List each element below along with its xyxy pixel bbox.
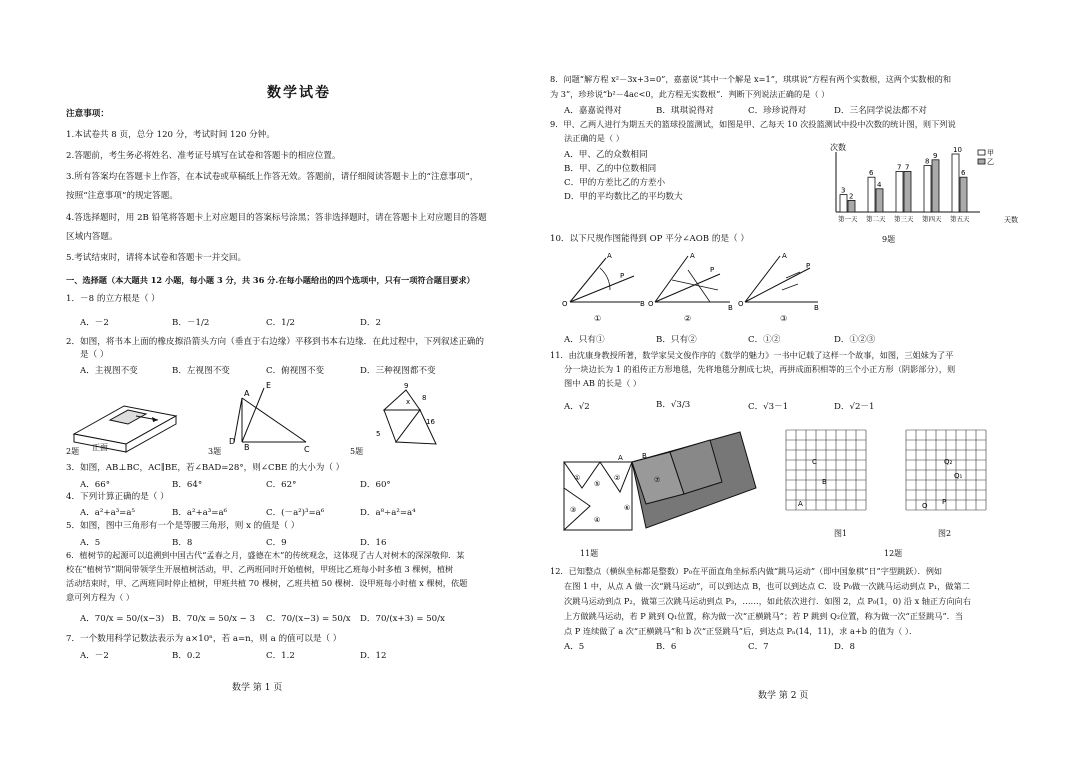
construction-figure-1 bbox=[562, 252, 645, 308]
q9-option-a[interactable]: A．甲、乙的众数相同 bbox=[564, 150, 648, 160]
svg-text:O: O bbox=[648, 300, 654, 308]
construction-figure-2 bbox=[648, 252, 733, 312]
bar-乙-第二天 bbox=[876, 189, 883, 212]
question-4: 4．下列计算正确的是（ ） bbox=[66, 492, 169, 502]
fig-mark-3: ③ bbox=[780, 314, 788, 323]
svg-text:A: A bbox=[618, 454, 623, 462]
q7-option-d[interactable]: D．12 bbox=[360, 651, 387, 661]
question-2-cont: 是（ ） bbox=[80, 350, 109, 360]
q9-option-b[interactable]: B．甲、乙的中位数相同 bbox=[564, 164, 657, 174]
q3-option-c[interactable]: C．62° bbox=[266, 480, 297, 490]
svg-text:P: P bbox=[710, 266, 715, 274]
svg-text:P: P bbox=[806, 262, 811, 270]
question-9: 9．甲、乙两人进行为期五天的篮球投篮测试，如图是甲、乙每天 10 次投篮测试中投中次数的统计图，则下列说 bbox=[550, 119, 956, 129]
svg-text:D: D bbox=[229, 437, 236, 446]
note-line: 区域内答题。 bbox=[66, 232, 118, 242]
fig-caption-q12: 12题 bbox=[884, 549, 903, 558]
question-8: 8．问题“解方程 x²－3x+3=0”，嘉嘉说“其中一个解是 x=1”，琪琪说“方程有两个实数根，这两个实数根的和 bbox=[550, 74, 952, 84]
bar-value-label: 6 bbox=[961, 169, 966, 178]
q7-option-b[interactable]: B．0.2 bbox=[172, 651, 201, 661]
question-2: 2．如图，将书本上面的橡皮擦沿箭头方向（垂直于右边缘）平移到书本右边缘．在此过程中，下列叙述正确的 bbox=[66, 337, 484, 347]
q6-option-c[interactable]: C．70/(x−3) = 50/x bbox=[266, 614, 351, 624]
figures-q2-q3-q5 bbox=[66, 378, 506, 458]
q12-grid-figures bbox=[776, 424, 1016, 524]
svg-text:B: B bbox=[642, 452, 647, 460]
bar-甲-第四天 bbox=[924, 166, 931, 212]
q4-option-a[interactable]: A．a²+a³=a⁵ bbox=[80, 508, 135, 518]
svg-text:①: ① bbox=[574, 474, 581, 482]
q1-option-a[interactable]: A．－2 bbox=[80, 318, 109, 328]
q5-option-d[interactable]: D．16 bbox=[360, 538, 387, 548]
q7-option-a[interactable]: A．－2 bbox=[80, 651, 109, 661]
q10-option-a[interactable]: A．只有① bbox=[564, 335, 605, 345]
svg-text:C: C bbox=[812, 458, 817, 466]
question-9-line: 法正确的是（ ） bbox=[564, 133, 624, 143]
svg-text:A: A bbox=[690, 252, 695, 260]
grid-figure-1 bbox=[786, 430, 866, 510]
bar-乙-第三天 bbox=[904, 171, 911, 212]
svg-text:O: O bbox=[562, 300, 568, 308]
question-11-line: 分一块边长为 1 的祖传正方形地毯，先将地毯分割成七块，再拼成面积相等的三个小正方形（阴影部分），则 bbox=[564, 364, 956, 374]
q12-option-c[interactable]: C．7 bbox=[748, 642, 769, 652]
svg-text:O: O bbox=[738, 300, 744, 308]
q5-option-a[interactable]: A．5 bbox=[80, 538, 101, 548]
q1-option-d[interactable]: D．2 bbox=[360, 318, 381, 328]
q10-option-d[interactable]: D．①②③ bbox=[834, 335, 876, 345]
construction-figure-3 bbox=[738, 252, 819, 312]
q3-option-d[interactable]: D．60° bbox=[360, 480, 391, 490]
q3-option-a[interactable]: A．66° bbox=[80, 480, 111, 490]
triangles-figure-q5 bbox=[376, 382, 436, 444]
note-line: 2.答题前，考生务必将姓名、准考证号填写在试卷和答题卡的相应位置。 bbox=[66, 151, 341, 161]
note-line: 3.所有答案均在答题卡上作答，在本试卷或草稿纸上作答无效。答题前，请仔细阅读答题卡上的“注意事项”， bbox=[66, 172, 479, 182]
q11-option-c[interactable]: C．√3－1 bbox=[748, 402, 789, 412]
bar-甲-第三天 bbox=[896, 171, 903, 212]
question-5: 5．如图，图中三角形有一个是等腰三角形，则 x 的值是（ ） bbox=[66, 521, 300, 531]
fig-mark-2: ② bbox=[684, 314, 692, 323]
svg-text:⑦: ⑦ bbox=[654, 476, 661, 484]
q4-option-c[interactable]: C．(－a²)³=a⁶ bbox=[266, 508, 325, 518]
fig-mark-1: ① bbox=[594, 314, 602, 323]
exam-page-2 bbox=[540, 0, 1080, 764]
section-heading: 一、选择题（本大题共 12 小题，每小题 3 分，共 36 分.在每小题给出的四个选项中，只有一项符合题目要求） bbox=[66, 275, 475, 285]
fig-caption-q11: 11题 bbox=[580, 549, 599, 558]
chart-legend bbox=[978, 149, 994, 166]
q9-bar-chart bbox=[828, 140, 1030, 230]
q3-option-b[interactable]: B．64° bbox=[172, 480, 203, 490]
q1-option-c[interactable]: C．1/2 bbox=[266, 318, 295, 328]
question-6: 6．植树节的起源可以追溯到中国古代“孟春之月，盛德在木”的传统观念，这体现了古人对树木的深深敬仰．某 bbox=[66, 550, 465, 560]
page-footer: 数学 第 1 页 bbox=[232, 683, 283, 693]
q6-option-a[interactable]: A．70/x = 50/(x−3) bbox=[80, 614, 165, 624]
question-6-line: 活动结束时，甲、乙两班同时停止植树，甲班共植 70 棵树，乙班共植 50 棵树．设甲班每小时植 x 棵树，依题 bbox=[66, 578, 468, 588]
svg-text:⑤: ⑤ bbox=[594, 480, 601, 488]
note-line: 1.本试卷共 8 页，总分 120 分，考试时间 120 分钟。 bbox=[66, 130, 275, 140]
svg-text:9: 9 bbox=[404, 382, 409, 390]
svg-text:B: B bbox=[244, 443, 250, 452]
svg-text:16: 16 bbox=[426, 418, 435, 426]
question-7: 7．一个数用科学记数法表示为 a×10ⁿ，若 a=n，则 a 的值可以是（ ） bbox=[66, 634, 342, 644]
fig-caption-q9: 9题 bbox=[882, 235, 896, 244]
svg-text:②: ② bbox=[614, 474, 621, 482]
bar-甲-第二天 bbox=[868, 177, 875, 212]
angle-figure-q3 bbox=[229, 381, 310, 454]
bar-value-label: 7 bbox=[905, 163, 910, 172]
svg-text:5: 5 bbox=[376, 430, 381, 438]
svg-text:8: 8 bbox=[422, 394, 427, 402]
q6-option-d[interactable]: D．70/(x+3) = 50/x bbox=[360, 614, 445, 624]
note-line: 5.考试结束时，请将本试卷和答题卡一并交回。 bbox=[66, 253, 247, 263]
fig-label-2: 图2 bbox=[938, 529, 952, 538]
bar-value-label: 4 bbox=[877, 180, 882, 189]
question-6-line: 校在“植树节”期间带领学生开展植树活动，甲、乙两班同时开始植树，甲班比乙班每小时多植 3 棵树，植树 bbox=[66, 564, 454, 574]
note-line: 按照“注意事项”的规定答题。 bbox=[66, 191, 178, 201]
svg-text:Q₁: Q₁ bbox=[954, 472, 963, 480]
question-6-line: 意可列方程为（ ） bbox=[66, 592, 135, 602]
question-12-line: 上方做跳马运动，若 P 跳到 Q₁位置，称为做一次“正横跳马”；若 P 跳到 Q₂位置，称为做一次“正竖跳马”．当 bbox=[564, 611, 964, 621]
q4-option-d[interactable]: D．a⁸÷a²=a⁴ bbox=[360, 508, 416, 518]
q6-option-b[interactable]: B．70/x = 50/x − 3 bbox=[172, 614, 256, 624]
q8-option-c[interactable]: C．珍珍说得对 bbox=[748, 106, 807, 116]
bar-甲-第五天 bbox=[952, 154, 959, 212]
svg-text:O: O bbox=[922, 502, 928, 510]
svg-text:x: x bbox=[406, 398, 411, 406]
bar-value-label: 6 bbox=[869, 169, 874, 178]
svg-text:B: B bbox=[814, 304, 819, 312]
note-line: 4.答选择题时，用 2B 铅笔将答题卡上对应题目的答案标号涂黑；答非选择题时，请在答题卡上对应题目的答题 bbox=[66, 213, 487, 223]
fig-front-label: 正面 bbox=[92, 443, 108, 452]
q11-carpet-figure bbox=[560, 428, 760, 548]
category-tick-label: 第三天 bbox=[894, 215, 914, 223]
q5-option-c[interactable]: C．9 bbox=[266, 538, 287, 548]
bar-乙-第五天 bbox=[960, 177, 967, 212]
q5-option-b[interactable]: B．8 bbox=[172, 538, 193, 548]
svg-text:C: C bbox=[304, 445, 310, 454]
category-tick-label: 第四天 bbox=[922, 215, 942, 223]
svg-text:A: A bbox=[607, 252, 612, 260]
q2-option-d[interactable]: D．三种视图都不变 bbox=[360, 366, 436, 376]
question-1: 1．－8 的立方根是（ ） bbox=[66, 294, 160, 304]
svg-text:⑥: ⑥ bbox=[624, 504, 631, 512]
svg-text:B: B bbox=[640, 300, 645, 308]
q12-option-b[interactable]: B．6 bbox=[656, 642, 677, 652]
bar-value-label: 10 bbox=[953, 146, 962, 154]
q2-option-b[interactable]: B．左视图不变 bbox=[172, 366, 230, 376]
bar-乙-第一天 bbox=[848, 200, 855, 212]
q8-option-b[interactable]: B．琪琪说得对 bbox=[656, 106, 714, 116]
svg-text:④: ④ bbox=[594, 516, 601, 524]
question-12-line: 点 P 连续做了 a 次“正横跳马”和 b 次“正竖跳马”后，到达点 Pₙ(14，11)，求 a+b 的值为（ ）． bbox=[564, 626, 918, 636]
fig-caption-q2: 2题 bbox=[66, 447, 80, 456]
q10-option-c[interactable]: C．①② bbox=[748, 335, 781, 345]
svg-text:③: ③ bbox=[570, 506, 577, 514]
q11-option-a[interactable]: A．√2 bbox=[564, 402, 590, 412]
page-footer: 数学 第 2 页 bbox=[758, 691, 809, 701]
q12-option-a[interactable]: A．5 bbox=[564, 642, 585, 652]
q2-option-a[interactable]: A．主视图不变 bbox=[80, 366, 138, 376]
question-12-line: 次跳马运动到点 P₂，做第三次跳马运动到点 P₃，……，如此依次进行．如图 2，点 P₀(1，0) 沿 x 轴正方向向右 bbox=[564, 596, 971, 606]
question-11: 11．由沈康身教授所著，数学家吴文俊作序的《数学的魅力》一书中记载了这样一个故事，如图，三姐妹为了平 bbox=[550, 350, 954, 360]
fig-caption-q5: 5题 bbox=[350, 447, 364, 456]
fig-caption-q3: 3题 bbox=[208, 447, 222, 456]
q12-option-d[interactable]: D．8 bbox=[834, 642, 855, 652]
bar-value-label: 2 bbox=[849, 192, 854, 201]
chart-xlabel: 天数 bbox=[1004, 216, 1018, 224]
book-eraser-figure bbox=[74, 406, 176, 452]
category-tick-label: 第一天 bbox=[838, 215, 858, 223]
question-3: 3．如图，AB⊥BC，AC∥BE，若∠BAD=28°，则∠CBE 的大小为（ ） bbox=[66, 463, 345, 473]
bar-value-label: 7 bbox=[897, 163, 902, 172]
fig-label-1: 图1 bbox=[834, 529, 848, 538]
q2-option-c[interactable]: C．俯视图不变 bbox=[266, 366, 325, 376]
q1-option-b[interactable]: B．－1/2 bbox=[172, 318, 210, 328]
svg-text:E: E bbox=[266, 381, 272, 390]
q7-option-c[interactable]: C．1.2 bbox=[266, 651, 295, 661]
bar-value-label: 3 bbox=[841, 186, 846, 195]
svg-text:B: B bbox=[822, 478, 827, 486]
question-10: 10．以下尺规作图能得到 OP 平分∠AOB 的是（ ） bbox=[550, 234, 749, 244]
legend-label: 甲 bbox=[987, 149, 994, 157]
q11-option-d[interactable]: D．√2－1 bbox=[834, 402, 875, 412]
question-11-line: 图中 AB 的长是（ ） bbox=[564, 378, 642, 388]
bar-value-label: 8 bbox=[925, 157, 930, 166]
question-12-line: 在图 1 中，从点 A 做一次“跳马运动”，可以到达点 B，也可以到达点 C．设 P₀做一次跳马运动到点 P₁，做第二 bbox=[564, 581, 970, 591]
q8-option-d[interactable]: D．三名同学说法都不对 bbox=[834, 106, 927, 116]
svg-text:Q₂: Q₂ bbox=[944, 458, 953, 466]
question-12: 12．已知整点（横纵坐标都是整数）P₀在平面直角坐标系内做“跳马运动”（即中国象棋“日”字型跳跃）．例如 bbox=[550, 566, 943, 576]
svg-text:A: A bbox=[798, 500, 803, 508]
category-tick-label: 第二天 bbox=[866, 215, 886, 223]
q8-option-a[interactable]: A．嘉嘉说得对 bbox=[564, 106, 622, 116]
svg-text:A: A bbox=[782, 252, 787, 260]
q4-option-b[interactable]: B．a²+a³=a⁶ bbox=[172, 508, 228, 518]
legend-label: 乙 bbox=[987, 158, 994, 166]
q11-option-b[interactable]: B．√3/3 bbox=[656, 400, 691, 410]
q9-option-d[interactable]: D．甲的平均数比乙的平均数大 bbox=[564, 192, 683, 202]
bar-value-label: 9 bbox=[933, 151, 938, 160]
svg-text:B: B bbox=[728, 304, 733, 312]
q9-option-c[interactable]: C．甲的方差比乙的方差小 bbox=[564, 178, 666, 188]
svg-text:P: P bbox=[620, 272, 625, 280]
question-8-line: 为 3”，珍珍说“b²－4ac<0，此方程无实数根”．判断下列说法正确的是（ ） bbox=[550, 89, 830, 99]
page-title: 数学试卷 bbox=[267, 85, 331, 101]
q10-option-b[interactable]: B．只有② bbox=[656, 335, 697, 345]
svg-text:P: P bbox=[942, 498, 947, 506]
chart-ylabel: 次数 bbox=[830, 143, 846, 152]
bar-甲-第一天 bbox=[840, 195, 847, 212]
notes-heading: 注意事项： bbox=[66, 109, 109, 119]
svg-text:A: A bbox=[244, 389, 250, 398]
category-tick-label: 第五天 bbox=[950, 215, 970, 223]
bar-乙-第四天 bbox=[932, 160, 939, 212]
